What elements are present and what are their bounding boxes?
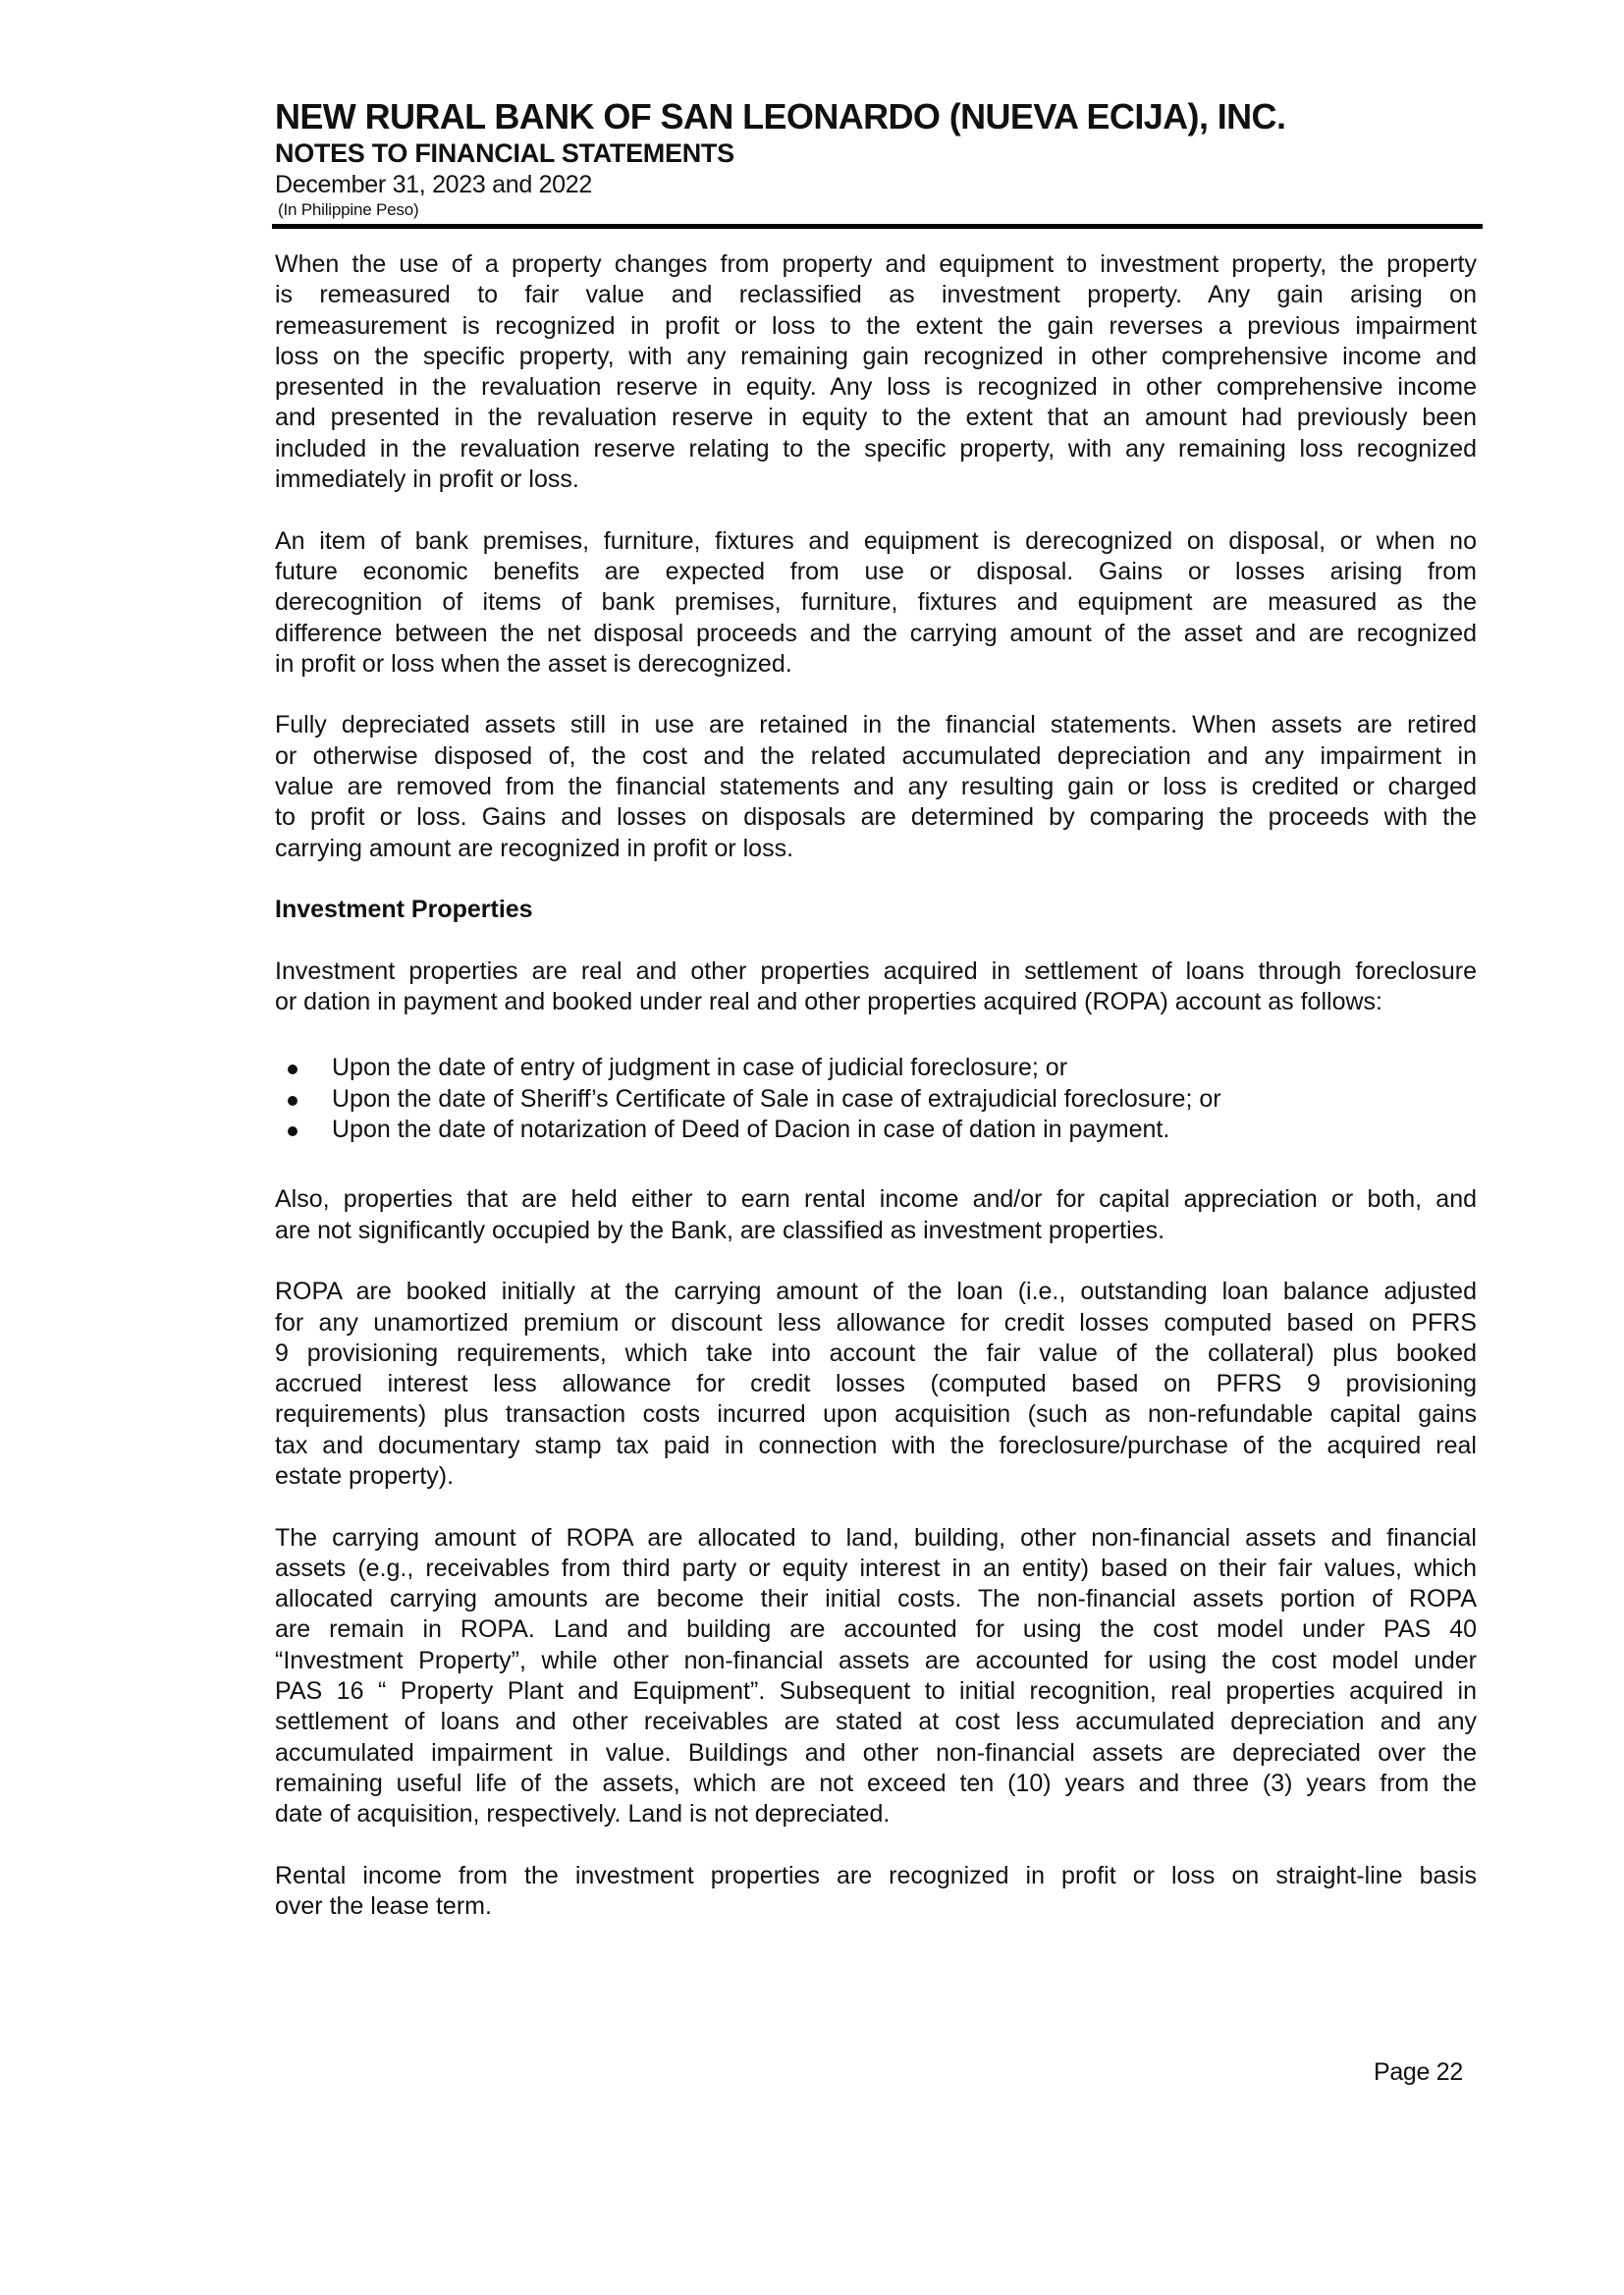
text-line: value are removed from the financial statements and any resulting gain or loss is credited or charged <box>275 773 1477 801</box>
text-line: assets (e.g., receivables from third party or equity interest in an entity) based on their fair values, which <box>275 1554 1477 1582</box>
document-title: NOTES TO FINANCIAL STATEMENTS <box>275 138 734 168</box>
page-number: Page 22 <box>1373 2058 1463 2086</box>
text-line: for any unamortized premium or discount less allowance for credit losses computed based on PFRS <box>275 1308 1477 1337</box>
list-item-text: Upon the date of entry of judgment in case of judicial foreclosure; or <box>332 1054 1068 1082</box>
paragraph-property-reclassification <box>275 249 1477 495</box>
text-line: PAS 16 “ Property Plant and Equipment”. Subsequent to initial recognition, real properties acquired in <box>275 1677 1477 1706</box>
text-line: included in the revaluation reserve relating to the specific property, with any remaining loss recognized <box>275 434 1477 463</box>
list-item <box>275 1084 1477 1115</box>
text-line: future economic benefits are expected from use or disposal. Gains or losses arising from <box>275 557 1477 585</box>
text-line: settlement of loans and other receivables are stated at cost less accumulated depreciation and any <box>275 1708 1477 1736</box>
text-line: loss on the specific property, with any remaining gain recognized in other comprehensive income and <box>275 342 1477 370</box>
list-item-text: Upon the date of Sheriff’s Certificate of Sale in case of extrajudicial foreclosure; or <box>332 1084 1221 1113</box>
text-line: or otherwise disposed of, the cost and the related accumulated depreciation and any impairment in <box>275 741 1477 770</box>
text-line: presented in the revaluation reserve in equity. Any loss is recognized in other comprehensive income <box>275 373 1477 402</box>
text-line: 9 provisioning requirements, which take into account the fair value of the collateral) plus booked <box>275 1339 1477 1367</box>
text-line: “Investment Property”, while other non-financial assets are accounted for using the cost model under <box>275 1646 1477 1674</box>
text-line: allocated carrying amounts are become their initial costs. The non-financial assets portion of ROPA <box>275 1585 1477 1613</box>
text-line: tax and documentary stamp tax paid in connection with the foreclosure/purchase of the acquired real <box>275 1431 1477 1459</box>
text-line: When the use of a property changes from property and equipment to investment property, the property <box>275 250 1477 278</box>
heading-text: Investment Properties <box>275 896 533 924</box>
text-line: is remeasured to fair value and reclassified as investment property. Any gain arising on <box>275 281 1477 309</box>
list-item-text: Upon the date of notarization of Deed of Dacion in case of dation in payment. <box>332 1116 1170 1144</box>
text-line: and presented in the revaluation reserve in equity to the extent that an amount had previously been <box>275 404 1477 432</box>
paragraph-investment-properties-intro <box>275 956 1477 1018</box>
text-line: to profit or loss. Gains and losses on disposals are determined by comparing the proceeds with the <box>275 803 1477 832</box>
text-line: carrying amount are recognized in profit or loss. <box>275 834 794 862</box>
text-line: Also, properties that are held either to earn rental income and/or for capital appreciation or both, and <box>275 1185 1477 1214</box>
paragraph-fully-depreciated-assets <box>275 710 1477 863</box>
text-line: estate property). <box>275 1461 455 1490</box>
text-line: accumulated impairment in value. Buildings and other non-financial assets are depreciated over the <box>275 1738 1477 1767</box>
text-line: are not significantly occupied by the Bank, are classified as investment properties. <box>275 1216 1165 1244</box>
bullet-icon <box>288 1065 298 1074</box>
bullet-icon <box>288 1096 298 1106</box>
text-line: immediately in profit or loss. <box>275 465 579 494</box>
text-line: are remain in ROPA. Land and building are accounted for using the cost model under PAS 40 <box>275 1615 1477 1644</box>
text-line: remaining useful life of the assets, which are not exceed ten (10) years and three (3) years from the <box>275 1769 1477 1797</box>
text-line: The carrying amount of ROPA are allocated to land, building, other non-financial assets and financial <box>275 1523 1477 1552</box>
text-line: Fully depreciated assets still in use are retained in the financial statements. When assets are retired <box>275 711 1477 739</box>
company-name: NEW RURAL BANK OF SAN LEONARDO (NUEVA ECIJA), INC. <box>275 96 1286 137</box>
paragraph-derecognition <box>275 526 1477 680</box>
text-line: over the lease term. <box>275 1892 492 1921</box>
bullet-icon <box>288 1126 298 1136</box>
list-item <box>275 1053 1477 1083</box>
currency-note: (In Philippine Peso) <box>278 200 419 219</box>
paragraph-rental-income <box>275 1861 1477 1923</box>
text-line: in profit or loss when the asset is derecognized. <box>275 649 792 678</box>
text-line: accrued interest less allowance for credit losses (computed based on PFRS 9 provisioning <box>275 1370 1477 1398</box>
notes-body <box>275 249 1477 1953</box>
text-line: Investment properties are real and other properties acquired in settlement of loans through foreclosure <box>275 956 1477 985</box>
paragraph-ropa-initial-booking <box>275 1277 1477 1492</box>
reporting-period: December 31, 2023 and 2022 <box>275 171 592 198</box>
section-heading-investment-properties <box>275 895 1477 925</box>
paragraph-rental-or-appreciation <box>275 1184 1477 1246</box>
text-line: difference between the net disposal proceeds and the carrying amount of the asset and are recognized <box>275 619 1477 647</box>
header-divider <box>272 224 1483 229</box>
paragraph-ropa-allocation <box>275 1523 1477 1831</box>
text-line: or dation in payment and booked under real and other properties acquired (ROPA) account as follows: <box>275 988 1382 1016</box>
text-line: ROPA are booked initially at the carrying amount of the loan (i.e., outstanding loan balance adjusted <box>275 1278 1477 1306</box>
text-line: An item of bank premises, furniture, fixtures and equipment is derecognized on disposal, or when no <box>275 526 1477 555</box>
list-item <box>275 1115 1477 1145</box>
ropa-booking-dates-list <box>275 1053 1477 1145</box>
text-line: requirements) plus transaction costs incurred upon acquisition (such as non-refundable capital gains <box>275 1400 1477 1429</box>
text-line: date of acquisition, respectively. Land is not depreciated. <box>275 1800 891 1829</box>
text-line: derecognition of items of bank premises, furniture, fixtures and equipment are measured as the <box>275 588 1477 617</box>
text-line: remeasurement is recognized in profit or loss to the extent the gain reverses a previous impairment <box>275 311 1477 340</box>
text-line: Rental income from the investment properties are recognized in profit or loss on straight-line basis <box>275 1861 1477 1889</box>
